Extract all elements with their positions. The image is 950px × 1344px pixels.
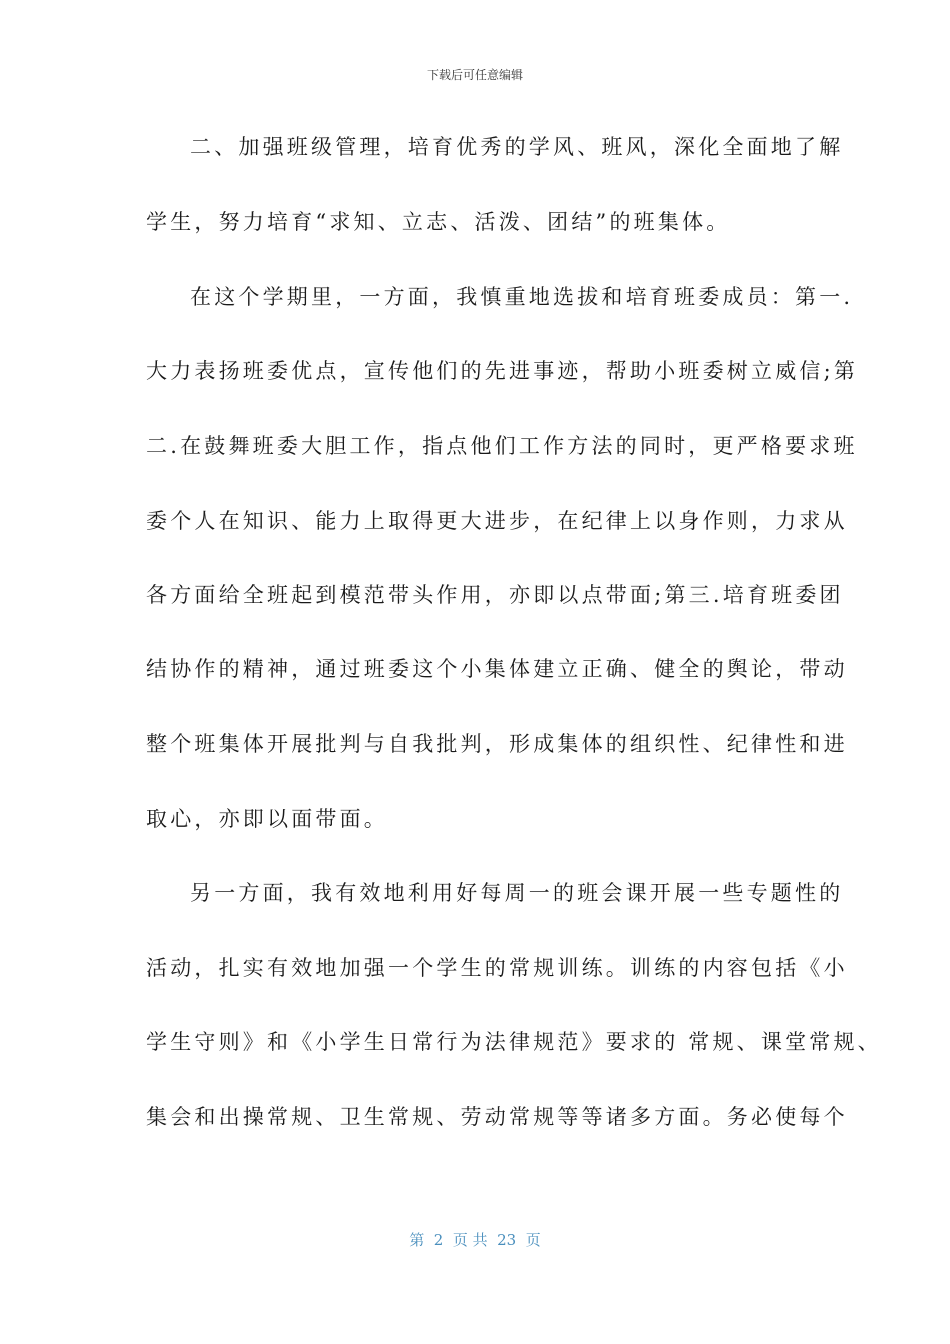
text-line: 取心，亦即以面带面。 bbox=[146, 807, 388, 831]
text-line: 结协作的精神，通过班委这个小集体建立正确、健全的舆论，带动 bbox=[146, 657, 848, 681]
text-line: 学生守则》和《小学生日常行为法律规范》要求的 常规、课堂常规、 bbox=[146, 1030, 882, 1054]
page-footer: 第 2 页 共 23 页 bbox=[409, 1231, 541, 1249]
page-header: 下载后可任意编辑 bbox=[426, 68, 523, 82]
text-line: 各方面给全班起到模范带头作用，亦即以点带面;第三.培育班委团 bbox=[146, 583, 844, 607]
text-line: 在这个学期里，一方面，我慎重地选拔和培育班委成员：第一. bbox=[190, 285, 854, 309]
text-line: 委个人在知识、能力上取得更大进步，在纪律上以身作则，力求从 bbox=[146, 509, 848, 533]
text-line: 集会和出操常规、卫生常规、劳动常规等等诸多方面。务必使每个 bbox=[146, 1105, 848, 1129]
text-line: 活动，扎实有效地加强一个学生的常规训练。训练的内容包括《小 bbox=[146, 956, 848, 980]
text-line: 整个班集体开展批判与自我批判，形成集体的组织性、纪律性和进 bbox=[146, 732, 848, 756]
text-line: 另一方面，我有效地利用好每周一的班会课开展一些专题性的 bbox=[190, 881, 844, 905]
text-line: 学生，努力培育“求知、立志、活泼、团结”的班集体。 bbox=[146, 210, 731, 234]
text-line: 大力表扬班委优点，宣传他们的先进事迹，帮助小班委树立威信;第 bbox=[146, 359, 859, 383]
text-line: 二、加强班级管理，培育优秀的学风、班风，深化全面地了解 bbox=[190, 135, 844, 159]
text-line: 二.在鼓舞班委大胆工作，指点他们工作方法的同时，更严格要求班 bbox=[146, 434, 858, 458]
